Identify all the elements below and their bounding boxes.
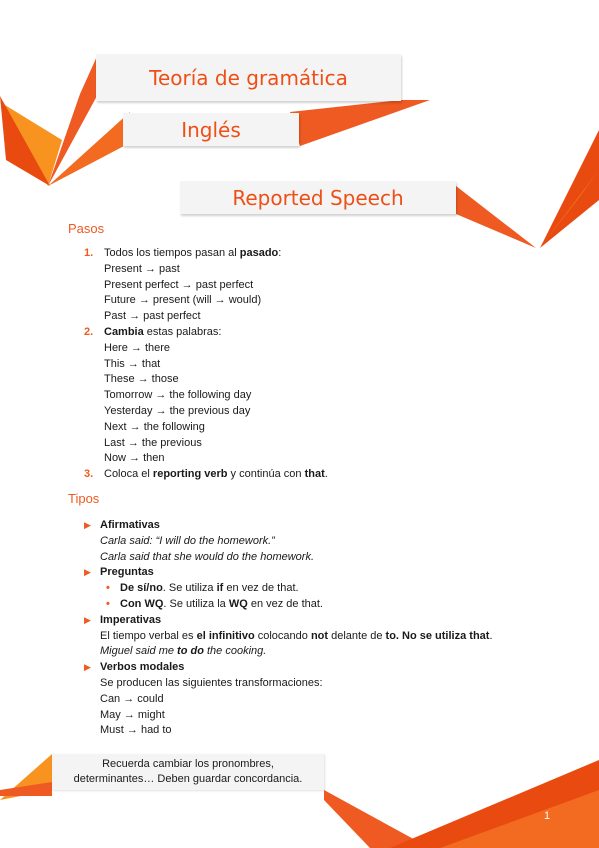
- steps-list: [84, 246, 564, 483]
- document-subtitle: Inglés: [123, 113, 299, 146]
- note-line: determinantes… Deben guardar concordancia.: [73, 773, 303, 785]
- step-number: 1.: [84, 247, 94, 259]
- example-line: Carla said: “I will do the homework.”: [100, 534, 275, 547]
- list-item: Now → then: [104, 452, 165, 465]
- step-number: 2.: [84, 325, 94, 338]
- list-item: Tomorrow → the following day: [104, 389, 252, 402]
- section-heading-tipos: Tipos: [68, 491, 100, 506]
- list-item: Present → past: [104, 262, 180, 275]
- bullet-dot-icon: •: [106, 597, 110, 610]
- document-title: Teoría de gramática: [96, 54, 401, 101]
- explanation-line: El tiempo verbal es el infinitivo colocando not delante de to. No se utiliza that.: [100, 629, 493, 642]
- section-heading-pasos: Pasos: [68, 221, 105, 236]
- type-preguntas: [84, 565, 564, 581]
- reminder-note: [52, 754, 324, 790]
- types-list: [84, 518, 564, 739]
- step-text: Todos los tiempos pasan al pasado:: [104, 247, 282, 259]
- note-line: Recuerda cambiar los pronombres,: [102, 758, 274, 770]
- list-item: These → those: [104, 373, 179, 386]
- explanation-line: Se producen las siguientes transformaciones:: [100, 676, 323, 689]
- type-label: Afirmativas: [100, 519, 160, 531]
- right-shard: [540, 130, 599, 248]
- bullet-item: • Con WQ. Se utiliza la WQ en vez de that.: [84, 597, 564, 613]
- list-item: Future → present (will → would): [104, 294, 262, 307]
- step-text: Coloca el reporting verb y continúa con that.: [104, 468, 328, 481]
- step-number: 3.: [84, 468, 94, 481]
- list-item: Past → past perfect: [104, 310, 201, 323]
- page-number: 1: [544, 810, 551, 822]
- list-item: Must → had to: [100, 724, 172, 737]
- type-modales: [84, 660, 564, 676]
- step-3: [84, 467, 564, 483]
- triangle-bullet-icon: ▶: [84, 614, 91, 625]
- triangle-bullet-icon: ▶: [84, 520, 91, 530]
- step-text: Cambia estas palabras:: [104, 325, 222, 338]
- example-line: Miguel said me to do the cooking.: [100, 645, 267, 658]
- topic-title: Reported Speech: [180, 181, 456, 214]
- subtitle-left-wedge: [48, 112, 130, 186]
- bullet-dot-icon: •: [106, 582, 110, 595]
- triangle-bullet-icon: ▶: [84, 567, 91, 578]
- list-item: Last → the previous: [104, 436, 202, 449]
- triangle-bullet-icon: ▶: [84, 662, 91, 673]
- type-label: Imperativas: [100, 613, 162, 626]
- list-item: Here → there: [104, 341, 171, 354]
- list-item: Can → could: [100, 692, 164, 705]
- bullet-item: • De sí/no. Se utiliza if en vez de that.: [84, 581, 564, 597]
- list-item: Yesterday → the previous day: [104, 404, 251, 417]
- type-label: Preguntas: [100, 566, 154, 579]
- type-imperativas: [84, 613, 564, 629]
- step-2: [84, 325, 564, 341]
- topic-right-wedge: [456, 186, 536, 248]
- list-item: May → might: [100, 708, 165, 721]
- type-label: Verbos modales: [100, 661, 185, 674]
- list-item: Next → the following: [104, 420, 205, 433]
- example-line: Carla said that she would do the homework.: [100, 550, 315, 563]
- subtitle-right-wedge: [290, 100, 430, 146]
- list-item: This → that: [104, 357, 161, 370]
- list-item: Present perfect → past perfect: [104, 278, 254, 291]
- type-afirmativas: [84, 518, 564, 534]
- step-1: [84, 246, 564, 262]
